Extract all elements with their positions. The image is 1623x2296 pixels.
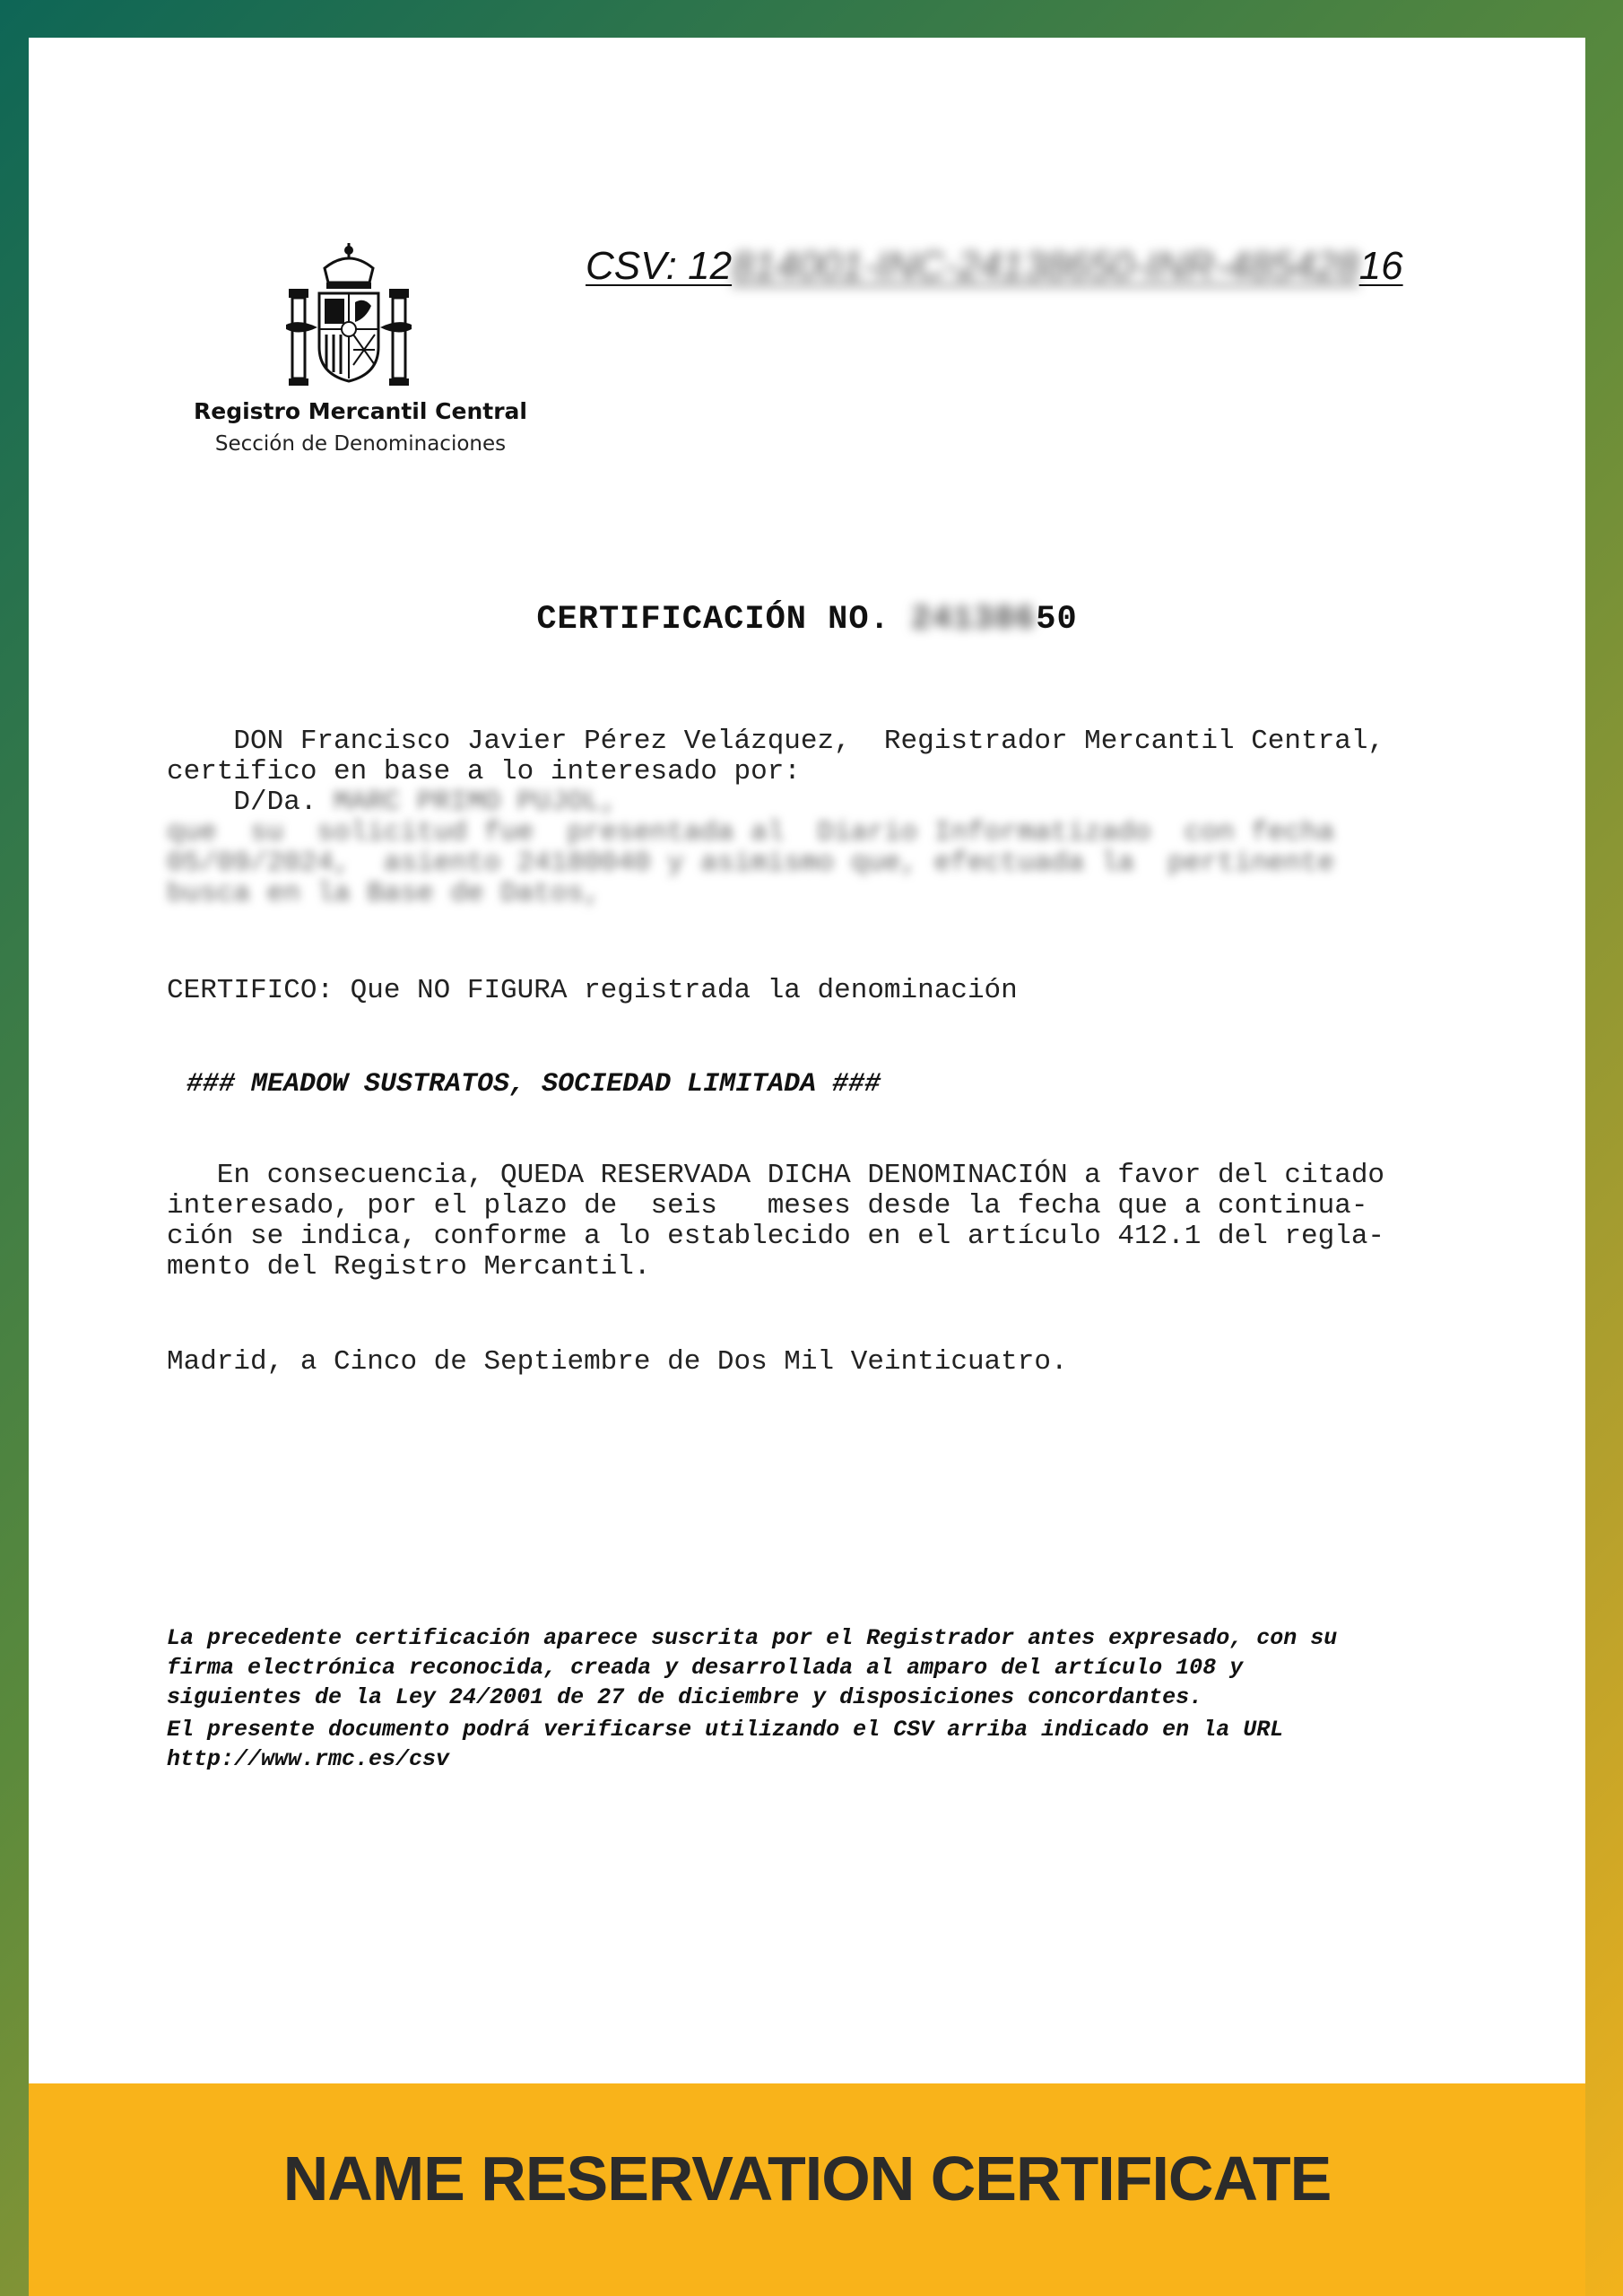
title-banner	[29, 2083, 1585, 2296]
reserved-company-name: ### MEADOW SUSTRATOS, SOCIEDAD LIMITADA ###	[187, 1069, 881, 1100]
applicant-redacted: MARC PRIMO PUJOL,	[334, 787, 618, 818]
signature-note-line: firma electrónica reconocida, creada y desarrollada al amparo del artículo 108 y	[167, 1655, 1244, 1681]
registry-name: Registro Mercantil Central	[194, 398, 527, 424]
redacted-line: busca en la Base de Datos,	[167, 878, 601, 909]
csv-redacted: 814001-INC-24138650-INR-485428	[732, 244, 1359, 288]
banner-title: NAME RESERVATION CERTIFICATE	[282, 2144, 1332, 2213]
consequence-line: interesado, por el plazo de seis meses desde la fecha que a continua-	[167, 1190, 1368, 1222]
signature-note-line: La precedente certificación aparece suscrita por el Registrador antes expresado, con su	[167, 1625, 1338, 1651]
csv-prefix: CSV: 12	[586, 244, 733, 288]
verification-url: http://www.rmc.es/csv	[167, 1746, 450, 1772]
consequence-line: ción se indica, conforme a lo establecido en el artículo 412.1 del regla-	[167, 1221, 1385, 1252]
consequence-paragraph	[167, 1161, 1566, 1283]
csv-suffix: 16	[1358, 244, 1403, 288]
certificate-page	[29, 38, 1585, 2296]
registry-section: Sección de Denominaciones	[214, 432, 507, 456]
intro-line	[167, 787, 1566, 818]
verification-note	[167, 1715, 1566, 1774]
redacted-line: 05/09/2024, asiento 24180040 y asimismo que, efectuada la pertinente	[167, 848, 1335, 879]
intro-line: DON Francisco Javier Pérez Velázquez, Registrador Mercantil Central,	[167, 726, 1385, 757]
certificate-number-suffix: 50	[1036, 601, 1078, 639]
certifico-statement: CERTIFICO: Que NO FIGURA registrada la denominación	[167, 975, 1018, 1006]
consequence-line: mento del Registro Mercantil.	[167, 1251, 651, 1283]
date-line: Madrid, a Cinco de Septiembre de Dos Mil Veinticuatro.	[167, 1346, 1068, 1378]
csv-code	[586, 244, 1403, 289]
applicant-label: D/Da.	[167, 787, 334, 818]
redacted-line: que su solicitud fue presentada al Diario Informatizado con fecha	[167, 817, 1335, 848]
certificate-number-redacted: 241386	[911, 601, 1037, 639]
consequence-line: En consecuencia, QUEDA RESERVADA DICHA DENOMINACIÓN a favor del citado	[167, 1160, 1385, 1191]
intro-paragraph	[167, 726, 1566, 909]
certificate-title	[29, 601, 1585, 639]
signature-note-line: siguientes de la Ley 24/2001 de 27 de diciembre y disposiciones concordantes.	[167, 1684, 1203, 1710]
certificate-title-prefix: CERTIFICACIÓN NO.	[536, 601, 911, 639]
spanish-coat-of-arms-icon	[282, 239, 416, 396]
verification-note-line: El presente documento podrá verificarse utilizando el CSV arriba indicado en la URL	[167, 1717, 1284, 1743]
signature-note	[167, 1623, 1566, 1712]
intro-line: certifico en base a lo interesado por:	[167, 756, 801, 787]
